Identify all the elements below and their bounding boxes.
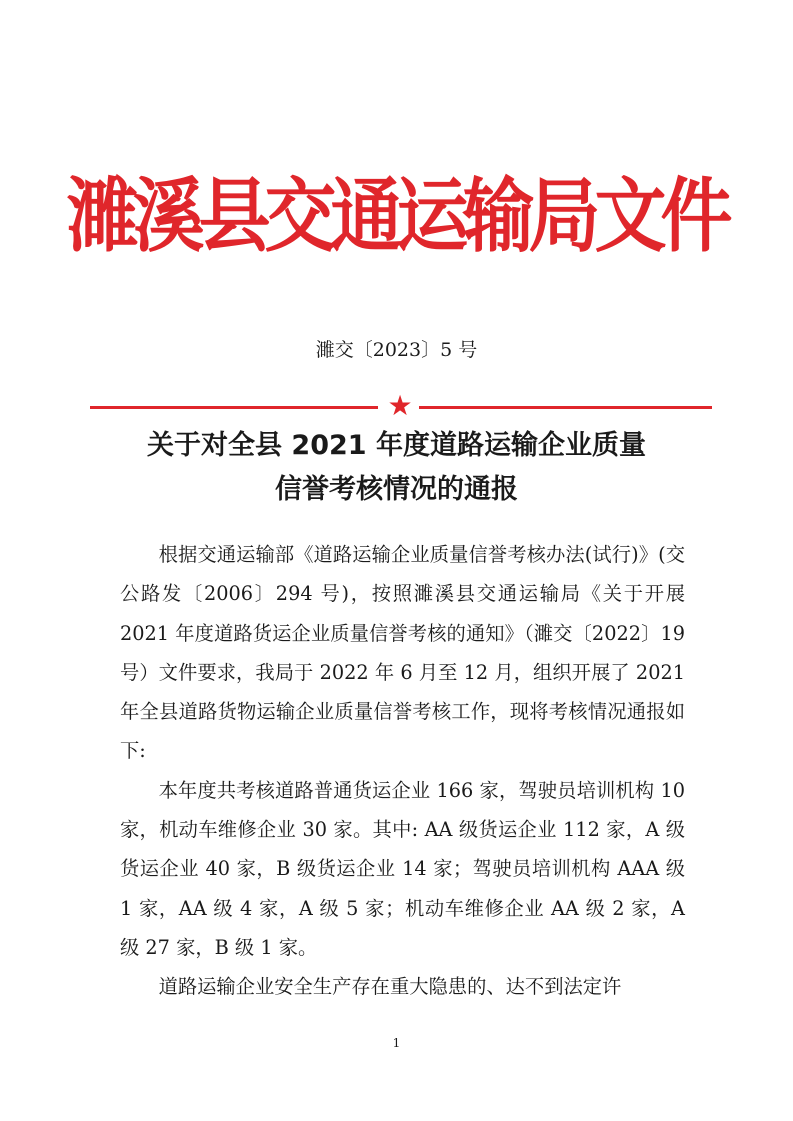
title-line-2: 信誉考核情况的通报	[275, 474, 518, 505]
document-body	[120, 535, 685, 1007]
page-number: 1	[392, 1036, 401, 1050]
title-line-1: 关于对全县 2021 年度道路运输企业质量	[147, 430, 646, 461]
document-masthead: 濉溪县交通运输局文件	[66, 168, 727, 264]
document-title	[0, 424, 793, 512]
body-paragraph: 根据交通运输部《道路运输企业质量信誉考核办法(试行)》(交公路发〔2006〕294 号)，按照濉溪县交通运输局《关于开展 2021 年度道路货运企业质量信誉考核的通知》（濉交〔2022〕19 号）文件要求，我局于 2022 年 6 月至 12 月，组织开展了 2021 年全县道路货物运输企业质量信誉考核工作，现将考核情况通报如下:	[120, 543, 685, 763]
body-paragraph: 道路运输企业安全生产存在重大隐患的、达不到法定许	[158, 975, 622, 999]
body-paragraph: 本年度共考核道路普通货运企业 166 家，驾驶员培训机构 10 家，机动车维修企业 30 家。其中: AA 级货运企业 112 家，A 级货运企业 40 家，B 级货运企业 14 家；驾驶员培训机构 AAA 级 1 家，AA 级 4 家，A 级 5 家；机动车维修企业 AA 级 2 家，A 级 27 家，B 级 1 家。	[120, 778, 685, 959]
document-number: 濉交〔2023〕5 号	[315, 339, 478, 361]
star-icon: ★	[387, 389, 413, 422]
red-divider-left	[90, 406, 378, 409]
red-divider-right	[419, 406, 712, 409]
